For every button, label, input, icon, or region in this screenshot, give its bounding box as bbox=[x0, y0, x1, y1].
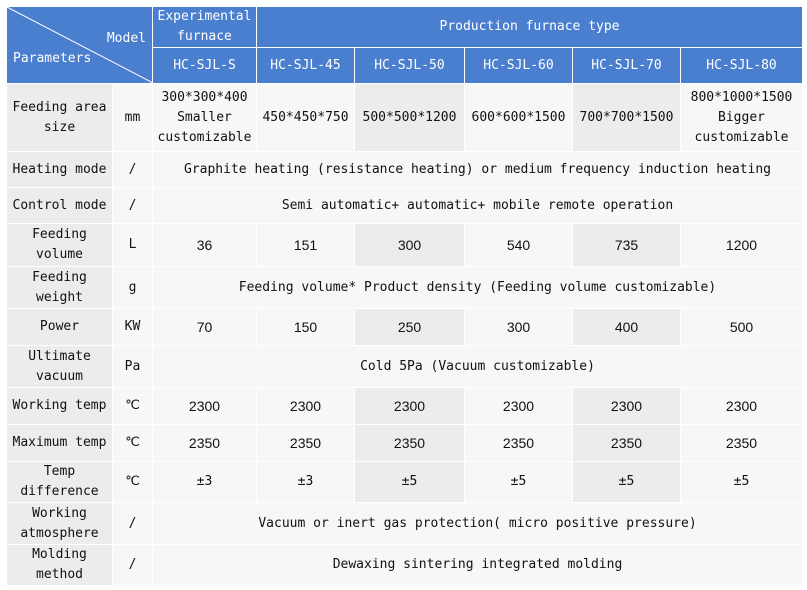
param-name: Power bbox=[7, 309, 113, 346]
value-cell: 2350 bbox=[355, 425, 465, 462]
param-unit: KW bbox=[113, 309, 153, 346]
model-name: HC-SJL-60 bbox=[465, 48, 573, 84]
value-cell: 2350 bbox=[573, 425, 681, 462]
value-cell: 500*500*1200 bbox=[355, 84, 465, 152]
value-cell: 600*600*1500 bbox=[465, 84, 573, 152]
experimental-furnace-header: Experimental furnace bbox=[153, 7, 257, 48]
value-cell: ±3 bbox=[153, 462, 257, 503]
param-unit: / bbox=[113, 545, 153, 586]
value-cell: ±3 bbox=[257, 462, 355, 503]
value-cell: 2300 bbox=[573, 388, 681, 425]
param-name: Control mode bbox=[7, 188, 113, 224]
table-row bbox=[7, 152, 803, 188]
value-cell: 400 bbox=[573, 309, 681, 346]
table-row bbox=[7, 224, 803, 267]
value-cell: 300*300*400 Smaller customizable bbox=[153, 84, 257, 152]
value-cell: 450*450*750 bbox=[257, 84, 355, 152]
production-furnace-header: Production furnace type bbox=[257, 7, 803, 48]
model-name: HC-SJL-S bbox=[153, 48, 257, 84]
table-row bbox=[7, 309, 803, 346]
merged-value-cell: Cold 5Pa (Vacuum customizable) bbox=[153, 346, 803, 388]
value-cell: 250 bbox=[355, 309, 465, 346]
table-row bbox=[7, 503, 803, 545]
value-cell: ±5 bbox=[573, 462, 681, 503]
value-cell: 2350 bbox=[681, 425, 803, 462]
merged-value-cell: Dewaxing sintering integrated molding bbox=[153, 545, 803, 586]
value-cell: 300 bbox=[465, 309, 573, 346]
model-label: Model bbox=[106, 31, 146, 46]
value-cell: 70 bbox=[153, 309, 257, 346]
value-cell: 2300 bbox=[355, 388, 465, 425]
value-cell: 36 bbox=[153, 224, 257, 267]
spec-table bbox=[6, 6, 803, 586]
merged-value-cell: Vacuum or inert gas protection( micro positive pressure) bbox=[153, 503, 803, 545]
table-row bbox=[7, 188, 803, 224]
value-cell: 300 bbox=[355, 224, 465, 267]
param-unit: ℃ bbox=[113, 462, 153, 503]
table-row bbox=[7, 462, 803, 503]
value-cell: ±5 bbox=[681, 462, 803, 503]
param-name: Feeding volume bbox=[7, 224, 113, 267]
value-cell: 2350 bbox=[465, 425, 573, 462]
param-name: Working atmosphere bbox=[7, 503, 113, 545]
value-cell: 2300 bbox=[465, 388, 573, 425]
value-cell: 2350 bbox=[153, 425, 257, 462]
value-cell: 735 bbox=[573, 224, 681, 267]
param-name: Temp difference bbox=[7, 462, 113, 503]
value-cell: 2300 bbox=[257, 388, 355, 425]
param-unit: mm bbox=[113, 84, 153, 152]
value-cell: 2350 bbox=[257, 425, 355, 462]
param-unit: g bbox=[113, 267, 153, 309]
model-parameters-corner bbox=[7, 7, 153, 84]
param-name: Maximum temp bbox=[7, 425, 113, 462]
model-name: HC-SJL-80 bbox=[681, 48, 803, 84]
param-name: Feeding area size bbox=[7, 84, 113, 152]
param-unit: / bbox=[113, 152, 153, 188]
table-row bbox=[7, 346, 803, 388]
param-unit: / bbox=[113, 503, 153, 545]
value-cell: ±5 bbox=[465, 462, 573, 503]
value-cell: 150 bbox=[257, 309, 355, 346]
model-name: HC-SJL-70 bbox=[573, 48, 681, 84]
value-cell: 2300 bbox=[153, 388, 257, 425]
table-row bbox=[7, 84, 803, 152]
value-cell: 1200 bbox=[681, 224, 803, 267]
header-row-1 bbox=[7, 7, 803, 48]
value-cell: 540 bbox=[465, 224, 573, 267]
table-row bbox=[7, 545, 803, 586]
table-row bbox=[7, 267, 803, 309]
table-row bbox=[7, 425, 803, 462]
param-unit: L bbox=[113, 224, 153, 267]
param-unit: ℃ bbox=[113, 388, 153, 425]
value-cell: 700*700*1500 bbox=[573, 84, 681, 152]
value-cell: 151 bbox=[257, 224, 355, 267]
param-unit: / bbox=[113, 188, 153, 224]
model-name: HC-SJL-45 bbox=[257, 48, 355, 84]
value-cell: ±5 bbox=[355, 462, 465, 503]
param-unit: ℃ bbox=[113, 425, 153, 462]
param-unit: Pa bbox=[113, 346, 153, 388]
value-cell: 2300 bbox=[681, 388, 803, 425]
param-name: Ultimate vacuum bbox=[7, 346, 113, 388]
model-name: HC-SJL-50 bbox=[355, 48, 465, 84]
param-name: Feeding weight bbox=[7, 267, 113, 309]
value-cell: 800*1000*1500 Bigger customizable bbox=[681, 84, 803, 152]
merged-value-cell: Feeding volume* Product density (Feeding volume customizable) bbox=[153, 267, 803, 309]
merged-value-cell: Graphite heating (resistance heating) or medium frequency induction heating bbox=[153, 152, 803, 188]
merged-value-cell: Semi automatic+ automatic+ mobile remote operation bbox=[153, 188, 803, 224]
param-name: Heating mode bbox=[7, 152, 113, 188]
param-name: Molding method bbox=[7, 545, 113, 586]
table-row bbox=[7, 388, 803, 425]
parameters-label: Parameters bbox=[13, 51, 92, 66]
param-name: Working temp bbox=[7, 388, 113, 425]
value-cell: 500 bbox=[681, 309, 803, 346]
